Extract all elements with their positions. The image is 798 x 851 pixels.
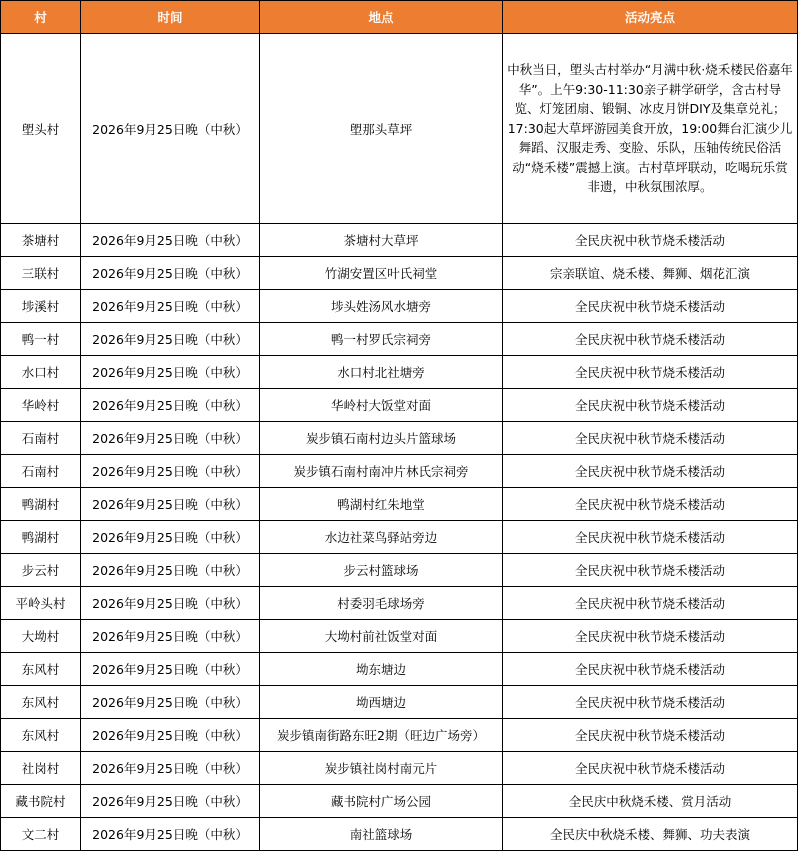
cell-highlight: 宗亲联谊、烧禾楼、舞狮、烟花汇演 xyxy=(503,257,798,290)
cell-time: 2026年9月25日晚（中秋） xyxy=(81,818,260,851)
table-row xyxy=(1,455,798,488)
header-highlight: 活动亮点 xyxy=(503,1,798,34)
cell-place: 水口村北社塘旁 xyxy=(260,356,503,389)
table-row xyxy=(1,488,798,521)
table-row xyxy=(1,653,798,686)
cell-village: 鸭一村 xyxy=(1,323,81,356)
cell-time: 2026年9月25日晚（中秋） xyxy=(81,323,260,356)
cell-village: 埗溪村 xyxy=(1,290,81,323)
table-body xyxy=(1,34,798,851)
table-row xyxy=(1,752,798,785)
cell-time: 2026年9月25日晚（中秋） xyxy=(81,554,260,587)
cell-time: 2026年9月25日晚（中秋） xyxy=(81,389,260,422)
table-row xyxy=(1,356,798,389)
cell-highlight: 全民庆祝中秋节烧禾楼活动 xyxy=(503,356,798,389)
cell-place: 水边社菜鸟驿站旁边 xyxy=(260,521,503,554)
cell-village: 水口村 xyxy=(1,356,81,389)
cell-place: 炭步镇石南村南冲片林氏宗祠旁 xyxy=(260,455,503,488)
cell-place: 塱那头草坪 xyxy=(260,34,503,224)
cell-village: 大坳村 xyxy=(1,620,81,653)
table-row xyxy=(1,620,798,653)
cell-village: 东风村 xyxy=(1,719,81,752)
cell-time: 2026年9月25日晚（中秋） xyxy=(81,653,260,686)
cell-time: 2026年9月25日晚（中秋） xyxy=(81,488,260,521)
cell-place: 竹湖安置区叶氏祠堂 xyxy=(260,257,503,290)
table-header xyxy=(1,1,798,34)
cell-highlight: 全民庆祝中秋节烧禾楼活动 xyxy=(503,653,798,686)
cell-highlight: 全民庆中秋烧禾楼、赏月活动 xyxy=(503,785,798,818)
cell-time: 2026年9月25日晚（中秋） xyxy=(81,686,260,719)
table-row xyxy=(1,686,798,719)
cell-time: 2026年9月25日晚（中秋） xyxy=(81,719,260,752)
table-row xyxy=(1,323,798,356)
cell-highlight: 全民庆祝中秋节烧禾楼活动 xyxy=(503,323,798,356)
cell-highlight: 全民庆祝中秋节烧禾楼活动 xyxy=(503,521,798,554)
cell-highlight: 全民庆祝中秋节烧禾楼活动 xyxy=(503,752,798,785)
header-village: 村 xyxy=(1,1,81,34)
cell-highlight: 全民庆祝中秋节烧禾楼活动 xyxy=(503,290,798,323)
cell-time: 2026年9月25日晚（中秋） xyxy=(81,785,260,818)
table-row xyxy=(1,257,798,290)
cell-time: 2026年9月25日晚（中秋） xyxy=(81,521,260,554)
table-row xyxy=(1,290,798,323)
cell-highlight: 全民庆祝中秋节烧禾楼活动 xyxy=(503,224,798,257)
cell-place: 坳西塘边 xyxy=(260,686,503,719)
cell-village: 文二村 xyxy=(1,818,81,851)
cell-village: 鸭湖村 xyxy=(1,488,81,521)
cell-time: 2026年9月25日晚（中秋） xyxy=(81,620,260,653)
cell-village: 藏书院村 xyxy=(1,785,81,818)
cell-place: 茶塘村大草坪 xyxy=(260,224,503,257)
cell-time: 2026年9月25日晚（中秋） xyxy=(81,422,260,455)
cell-time: 2026年9月25日晚（中秋） xyxy=(81,224,260,257)
header-time: 时间 xyxy=(81,1,260,34)
cell-village: 三联村 xyxy=(1,257,81,290)
cell-highlight: 全民庆祝中秋节烧禾楼活动 xyxy=(503,686,798,719)
table-row xyxy=(1,224,798,257)
cell-place: 村委羽毛球场旁 xyxy=(260,587,503,620)
cell-highlight: 全民庆祝中秋节烧禾楼活动 xyxy=(503,389,798,422)
table-row xyxy=(1,719,798,752)
cell-village: 步云村 xyxy=(1,554,81,587)
cell-time: 2026年9月25日晚（中秋） xyxy=(81,587,260,620)
cell-village: 东风村 xyxy=(1,653,81,686)
table-row xyxy=(1,389,798,422)
cell-highlight: 全民庆祝中秋节烧禾楼活动 xyxy=(503,587,798,620)
cell-highlight: 全民庆祝中秋节烧禾楼活动 xyxy=(503,719,798,752)
cell-place: 鸭湖村红朱地堂 xyxy=(260,488,503,521)
cell-highlight: 全民庆祝中秋节烧禾楼活动 xyxy=(503,620,798,653)
table-row xyxy=(1,587,798,620)
cell-highlight: 全民庆祝中秋节烧禾楼活动 xyxy=(503,488,798,521)
cell-village: 石南村 xyxy=(1,422,81,455)
table-row xyxy=(1,521,798,554)
table-row xyxy=(1,422,798,455)
cell-place: 华岭村大饭堂对面 xyxy=(260,389,503,422)
cell-village: 社岗村 xyxy=(1,752,81,785)
cell-highlight: 全民庆中秋烧禾楼、舞狮、功夫表演 xyxy=(503,818,798,851)
header-row xyxy=(1,1,798,34)
table-row xyxy=(1,554,798,587)
cell-highlight: 全民庆祝中秋节烧禾楼活动 xyxy=(503,455,798,488)
cell-highlight: 中秋当日，塱头古村举办“月满中秋·烧禾楼民俗嘉年华”。上午9:30-11:30亲子耕学研学，含古村导览、灯笼团扇、锻铜、冰皮月饼DIY及集章兑礼；17:30起大草坪游园美食开放，19:00舞台汇演少儿舞蹈、汉服走秀、变脸、乐队，压轴传统民俗活动“烧禾楼”震撼上演。古村草坪联动，吃喝玩乐赏非遗，中秋氛围浓厚。 xyxy=(503,34,798,224)
cell-place: 藏书院村广场公园 xyxy=(260,785,503,818)
table-row xyxy=(1,785,798,818)
cell-village: 华岭村 xyxy=(1,389,81,422)
cell-village: 石南村 xyxy=(1,455,81,488)
cell-place: 炭步镇社岗村南元片 xyxy=(260,752,503,785)
cell-time: 2026年9月25日晚（中秋） xyxy=(81,290,260,323)
cell-highlight: 全民庆祝中秋节烧禾楼活动 xyxy=(503,422,798,455)
cell-place: 坳东塘边 xyxy=(260,653,503,686)
cell-highlight: 全民庆祝中秋节烧禾楼活动 xyxy=(503,554,798,587)
cell-time: 2026年9月25日晚（中秋） xyxy=(81,455,260,488)
cell-village: 塱头村 xyxy=(1,34,81,224)
cell-place: 大坳村前社饭堂对面 xyxy=(260,620,503,653)
cell-village: 东风村 xyxy=(1,686,81,719)
cell-village: 鸭湖村 xyxy=(1,521,81,554)
cell-time: 2026年9月25日晚（中秋） xyxy=(81,356,260,389)
cell-place: 步云村篮球场 xyxy=(260,554,503,587)
cell-place: 炭步镇南街路东旺2期（旺边广场旁） xyxy=(260,719,503,752)
table-row xyxy=(1,34,798,224)
cell-place: 鸭一村罗氏宗祠旁 xyxy=(260,323,503,356)
cell-place: 炭步镇石南村边头片篮球场 xyxy=(260,422,503,455)
table-row xyxy=(1,818,798,851)
cell-village: 平岭头村 xyxy=(1,587,81,620)
header-place: 地点 xyxy=(260,1,503,34)
cell-time: 2026年9月25日晚（中秋） xyxy=(81,34,260,224)
cell-village: 茶塘村 xyxy=(1,224,81,257)
cell-time: 2026年9月25日晚（中秋） xyxy=(81,257,260,290)
cell-time: 2026年9月25日晚（中秋） xyxy=(81,752,260,785)
cell-place: 埗头姓汤风水塘旁 xyxy=(260,290,503,323)
cell-place: 南社篮球场 xyxy=(260,818,503,851)
